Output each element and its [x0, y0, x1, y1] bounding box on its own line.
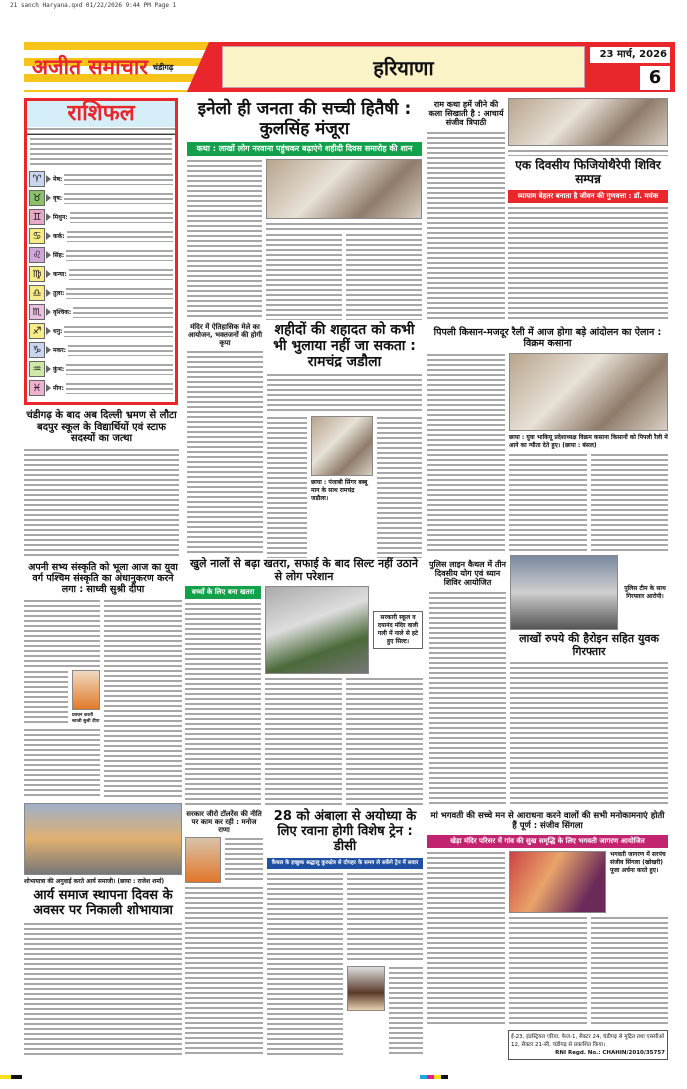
headline-sanskriti: अपनी सभ्य संस्कृति को भूला आज का युवा वर्ग पश्चिम संस्कृति का अंधानुकरण करने लगा : साध्वी सुश्री दीपा	[28, 562, 178, 595]
article-body	[508, 206, 668, 322]
article-body	[591, 453, 669, 554]
article-body	[24, 599, 100, 668]
zodiac-icon: ♒	[29, 361, 45, 377]
rashifal-title: राशिफल	[27, 101, 175, 127]
article-mela	[187, 323, 263, 555]
sign-prediction	[64, 325, 173, 337]
subhead-banner-train: कैथल के इच्छुक श्रद्धालु कुरुक्षेत्र से दोपहर के समय ले सकेंगे ट्रेन में सवार	[267, 858, 423, 869]
article-body	[346, 233, 422, 320]
article-manjura	[187, 100, 422, 320]
zodiac-icon: ♈	[29, 171, 45, 187]
article-body	[24, 448, 179, 559]
article-body	[509, 453, 587, 554]
article-pipli	[427, 328, 668, 554]
arrow-icon	[46, 346, 51, 354]
zodiac-icon: ♑	[29, 342, 45, 358]
zodiac-icon: ♌	[29, 247, 45, 263]
article-ramkatha	[427, 100, 505, 322]
zodiac-icon: ♎	[29, 285, 45, 301]
photo-sadhvi	[72, 670, 100, 710]
article-body	[591, 916, 669, 1026]
sign-name: तुला:	[53, 289, 65, 297]
article-body	[429, 591, 506, 805]
rashifal-sign-row	[27, 226, 175, 245]
sign-name: सिंह:	[53, 251, 65, 259]
photo-caption: पुलिस टीम के साथ गिरफ्तार आरोपी।	[624, 584, 666, 600]
article-body	[427, 131, 505, 322]
imprint-box	[508, 1030, 668, 1060]
photo-jagran	[509, 851, 606, 913]
subhead-banner-physio: व्यायाम बेहतर बनाता है जीवन की गुणवत्ता : डॉ. मयंक	[508, 190, 668, 203]
article-body	[187, 350, 263, 555]
photo-physio-camp	[508, 98, 668, 146]
headline-mela: मंदिर में ऐतिहासिक मेले का आयोजन, भक्तजनों की होगी कृपा	[187, 323, 263, 348]
rashifal-address	[27, 127, 175, 135]
sign-prediction	[70, 211, 173, 223]
sign-name: मीन:	[53, 384, 64, 392]
photo-open-drain	[265, 586, 369, 674]
headline-delhi-trip: चंडीगढ़ के बाद अब दिल्ली भ्रमण से लौटा बदपुर स्कूल के विद्यार्थियों एवं स्टाफ सदस्यों का जत्था	[26, 410, 177, 444]
article-body	[104, 599, 182, 797]
photo-jadaula	[311, 416, 373, 476]
article-body	[265, 677, 342, 805]
article-body	[185, 602, 261, 805]
article-body	[185, 886, 263, 1057]
rashifal-sign-row	[27, 321, 175, 340]
photo-caption: शोभायात्रा की अगुवाई करते आर्य समाजी। (छाया : राजेश शर्मा)	[24, 878, 165, 885]
logo-group	[32, 42, 204, 92]
rashifal-sign-row	[27, 169, 175, 188]
rashifal-sign-row	[27, 359, 175, 378]
photo-dc	[347, 966, 385, 1011]
rni-number: RNI Regd. No.: CHAHIN/2010/35757	[555, 1050, 665, 1056]
photo-caption: प्रवचन करती साध्वी सुश्री दीपा	[72, 713, 100, 725]
article-body	[225, 837, 263, 883]
article-body	[377, 416, 422, 558]
photo-manoj-rana	[185, 837, 221, 883]
color-registration-bar	[0, 1075, 22, 1079]
sign-prediction	[66, 249, 173, 261]
edition-city: चंडीगढ़	[152, 62, 174, 72]
sign-name: कुंभ:	[53, 365, 65, 373]
rashifal-box	[24, 98, 178, 405]
article-body	[267, 373, 422, 413]
masthead	[24, 42, 675, 92]
sign-prediction	[66, 287, 173, 299]
arrow-icon	[46, 384, 51, 392]
article-body	[389, 966, 423, 1057]
rashifal-sign-row	[27, 378, 175, 397]
zodiac-icon: ♍	[29, 266, 45, 282]
article-body	[24, 670, 68, 725]
rashifal-intro	[30, 137, 172, 167]
zodiac-icon: ♓	[29, 380, 45, 396]
arrow-icon	[46, 251, 51, 259]
headline-pipli: पिपली किसान-मजदूर रैली में आज होगा बड़े आंदोलन का ऐलान : विक्रम कसाना	[433, 327, 662, 349]
article-nale	[185, 558, 423, 805]
headline-physio: एक दिवसीय फिजियोथैरेपी शिविर सम्पन्न	[515, 158, 661, 186]
color-registration-bar	[420, 1075, 448, 1079]
headline-rana: सरकार जीरो टॉलरेंस की नीति पर काम कर रही : मनोज राणा	[186, 810, 262, 835]
article-delhi-trip	[24, 410, 179, 558]
photo-manjura-meeting	[266, 159, 422, 219]
sign-name: मेष:	[53, 175, 63, 183]
photo-caption: छाया : पंजाबी सिंगर बब्बू मान के साथ रामचंद्र जडौला।	[311, 479, 368, 503]
rashifal-sign-row	[27, 207, 175, 226]
imprint-text: ई-23, इंडस्ट्रियल एरिया, फेज-1, सैक्टर 24, चंडीगढ़ से मुद्रित तथा एससीओ 12, सैक्टर 21-सी, चंडीगढ़ से प्रकाशित किया।	[511, 1034, 665, 1048]
arrow-icon	[46, 270, 51, 278]
rashifal-sign-row	[27, 188, 175, 207]
sign-prediction	[69, 268, 173, 280]
headline-train: 28 को अंबाला से अयोध्या के लिए रवाना होगी विशेष ट्रेन : डीसी	[273, 809, 417, 854]
article-physio	[508, 98, 668, 322]
article-body	[24, 728, 100, 797]
photo-caption: छाया : युवा भाकियू प्रदेशाध्यक्ष विक्रम कसाना किसानों को पिपली रैली में आने का न्यौता देते हुए। (छाया : बंसल)	[509, 433, 668, 449]
arrow-icon	[46, 232, 51, 240]
photo-caption	[508, 149, 668, 156]
sign-name: कर्क:	[53, 232, 65, 240]
headline-nale: खुले नालों से बढ़ा खतरा, सफाई के बाद सिल्ट नहीं उठाने से लोग परेशान	[190, 557, 418, 583]
file-slug: 21 sanch Haryana.qxd 01/22/2026 9:44 PM Page 1	[10, 2, 177, 9]
sign-prediction	[68, 344, 173, 356]
headline-arya-samaj: आर्य समाज स्थापना दिवस के अवसर पर निकाली शोभायात्रा	[33, 888, 173, 918]
sign-name: मकर:	[53, 346, 67, 354]
article-body	[187, 159, 262, 320]
arrow-icon	[46, 194, 51, 202]
article-train	[267, 810, 423, 1057]
newspaper-logo: अजीत समाचार	[32, 55, 148, 79]
zodiac-icon: ♋	[29, 228, 45, 244]
sign-prediction	[64, 173, 173, 185]
article-bhagwati	[427, 812, 668, 1026]
zodiac-icon: ♉	[29, 190, 45, 206]
article-shaheed	[267, 322, 422, 558]
zodiac-icon: ♐	[29, 323, 45, 339]
headline-heroin: लाखों रुपये की हैरोइन सहित युवक गिरफ्तार	[519, 632, 659, 658]
article-rana	[185, 810, 263, 1057]
subhead-banner-bhagwati: खेड़ा मंदिर परिसर में गांव की सुख समृद्धि के लिए भगवती जागरण आयोजित	[427, 835, 668, 848]
arrow-icon	[46, 289, 51, 297]
rashifal-sign-row	[27, 302, 175, 321]
article-sanskriti	[24, 563, 182, 797]
photo-pipli-rally	[509, 353, 668, 431]
article-body	[266, 233, 342, 320]
photo-police-team	[510, 555, 618, 630]
sign-prediction	[66, 382, 173, 394]
sign-list	[27, 169, 175, 397]
headline-shaheed: शहीदों की शहादत को कभी भी भुलाया नहीं जा सकता : रामचंद्र जडौला	[273, 322, 416, 371]
article-body	[427, 851, 505, 1026]
section-title: हरियाणा	[222, 46, 585, 88]
article-arya-samaj	[24, 803, 182, 1057]
sign-prediction	[64, 192, 173, 204]
rashifal-sign-row	[27, 245, 175, 264]
rashifal-sign-row	[27, 340, 175, 359]
arrow-icon	[46, 308, 51, 316]
headline-ramkatha: राम कथा हमें जीने की कला सिखाती है : आचार्य संजीव त्रिपाठी	[428, 100, 504, 128]
sign-name: धनु:	[53, 327, 63, 335]
sign-name: वृष:	[53, 194, 63, 202]
article-body	[509, 916, 587, 1026]
arrow-icon	[46, 213, 51, 221]
article-body	[267, 872, 343, 1057]
sign-name: कन्या:	[53, 270, 67, 278]
rashifal-sign-row	[27, 264, 175, 283]
article-body	[267, 416, 307, 558]
sign-name: वृश्चिक:	[53, 308, 72, 316]
sign-prediction	[66, 363, 173, 375]
headline-yoga: पुलिस लाइन कैथल में तीन दिवसीय योग एवं ध्यान शिविर आयोजित	[429, 560, 506, 588]
article-body	[347, 872, 423, 963]
zodiac-icon: ♊	[29, 209, 45, 225]
article-heroin	[510, 555, 668, 805]
sign-prediction	[67, 230, 173, 242]
photo-caption: सरकारी स्कूल व दयानंद मंदिर वाली गली में नाले से हटे हुए सिल्ट।	[373, 611, 423, 649]
article-body	[510, 661, 668, 805]
rashifal-sign-row	[27, 283, 175, 302]
sign-prediction	[73, 306, 173, 318]
zodiac-icon: ♏	[29, 304, 45, 320]
photo-shobhayatra	[24, 803, 182, 875]
article-yoga	[429, 560, 506, 805]
page-number: 6	[640, 66, 670, 90]
article-body	[427, 353, 505, 554]
subhead-banner-manjura: कथा : लाखों लोग नरवाना पहुंचकर बढ़ाएंगे शहीदी दिवस समारोह की शान	[187, 142, 422, 156]
article-body	[24, 922, 182, 1057]
article-body	[346, 677, 423, 805]
headline-manjura: इनेलो ही जनता की सच्ची हितैषी : कुलसिंह मंजूरा	[197, 99, 412, 139]
arrow-icon	[46, 175, 51, 183]
issue-date: 23 मार्च, 2026	[590, 47, 670, 63]
sign-name: मिथुन:	[53, 213, 68, 221]
subhead-banner-nale: बच्चों के लिए बना खतरा	[185, 586, 261, 599]
headline-bhagwati: मां भगवती की सच्चे मन से आराधना करने वालों की सभी मनोकामनाएं होती हैं पूर्ण : संजीव सिंगला	[430, 811, 665, 831]
photo-caption: भगवती जागरण में सरपंच संजीव सिंगला (खोखरी) पूजा अर्चना करते हुए।	[610, 850, 666, 874]
arrow-icon	[46, 327, 51, 335]
photo-caption	[266, 222, 422, 230]
arrow-icon	[46, 365, 51, 373]
